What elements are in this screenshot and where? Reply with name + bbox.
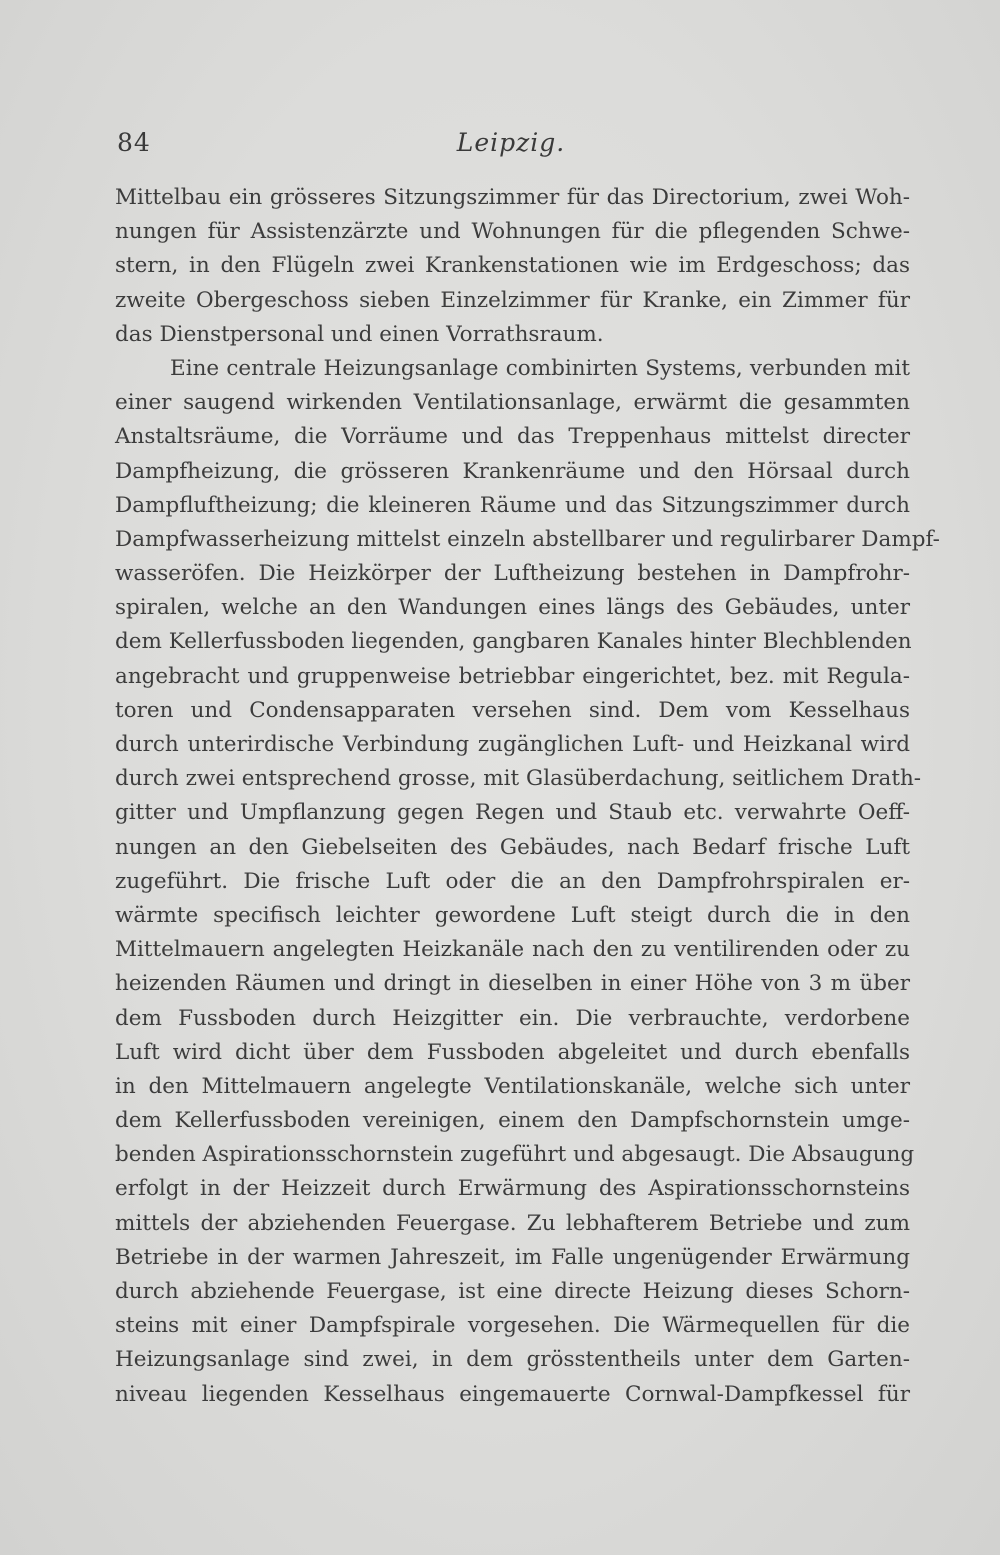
text-line: heizenden Räumen und dringt in dieselben in einer Höhe von 3 m über: [115, 971, 910, 997]
text-line: Anstaltsräume, die Vorräume und das Treppenhaus mittelst directer: [115, 424, 910, 450]
text-line: dem Kellerfussboden vereinigen, einem den Dampfschornstein umge-: [115, 1108, 910, 1134]
text-line: durch abziehende Feuergase, ist eine directe Heizung dieses Schorn-: [115, 1279, 910, 1304]
text-line: nungen an den Giebelseiten des Gebäudes, nach Bedarf frische Luft: [115, 834, 910, 860]
text-line: nungen für Assistenzärzte und Wohnungen für die pflegenden Schwe-: [115, 219, 910, 245]
text-line: dem Kellerfussboden liegenden, gangbaren Kanales hinter Blechblenden: [115, 629, 912, 655]
paragraph-first-line: Eine centrale Heizungsanlage combinirten Systems, verbunden mit: [170, 355, 910, 381]
text-line: durch zwei entsprechend grosse, mit Glasüberdachung, seitlichem Drath-: [115, 766, 922, 792]
text-line: Dampfheizung, die grösseren Krankenräume und den Hörsaal durch: [115, 458, 910, 484]
text-line: in den Mittelmauern angelegte Ventilationskanäle, welche sich unter: [115, 1073, 910, 1099]
running-title: Leipzig.: [456, 128, 566, 157]
text-line: Dampfluftheizung; die kleineren Räume und das Sitzungszimmer durch: [115, 492, 910, 518]
text-line: benden Aspirationsschornstein zugeführt und abgesaugt. Die Absaugung: [115, 1142, 915, 1168]
text-line: zweite Obergeschoss sieben Einzelzimmer für Kranke, ein Zimmer für: [115, 287, 910, 313]
text-line: angebracht und gruppenweise betriebbar eingerichtet, bez. mit Regula-: [115, 663, 910, 689]
text-line: gitter und Umpflanzung gegen Regen und Staub etc. verwahrte Oeff-: [115, 800, 910, 826]
body-text: [115, 181, 940, 1412]
text-line: toren und Condensapparaten versehen sind. Dem vom Kesselhaus: [115, 697, 910, 723]
text-line: Heizungsanlage sind zwei, in dem grösstentheils unter dem Garten-: [115, 1347, 910, 1373]
text-line: Betriebe in der warmen Jahreszeit, im Falle ungenügender Erwärmung: [115, 1244, 910, 1270]
text-line: zugeführt. Die frische Luft oder die an den Dampfrohrspiralen er-: [115, 868, 910, 894]
text-line: mittels der abziehenden Feuergase. Zu lebhafterem Betriebe und zum: [115, 1210, 910, 1236]
text-line: niveau liegenden Kesselhaus eingemauerte Cornwal-Dampfkessel für: [115, 1381, 910, 1407]
text-line: Luft wird dicht über dem Fussboden abgeleitet und durch ebenfalls: [115, 1039, 910, 1065]
text-line: einer saugend wirkenden Ventilationsanlage, erwärmt die gesammten: [115, 390, 910, 416]
page-number: 84: [117, 128, 151, 157]
text-line: Mittelbau ein grösseres Sitzungszimmer für das Directorium, zwei Woh-: [115, 185, 910, 210]
text-line: erfolgt in der Heizzeit durch Erwärmung des Aspirationsschornsteins: [115, 1176, 910, 1202]
text-line: wasseröfen. Die Heizkörper der Luftheizung bestehen in Dampfrohr-: [115, 561, 910, 587]
text-line: stern, in den Flügeln zwei Krankenstationen wie im Erdgeschoss; das: [115, 253, 910, 279]
text-line: dem Fussboden durch Heizgitter ein. Die verbrauchte, verdorbene: [115, 1005, 910, 1031]
text-line: wärmte specifisch leichter gewordene Luft steigt durch die in den: [115, 902, 910, 928]
text-line: Dampfwasserheizung mittelst einzeln abstellbarer und regulirbarer Dampf-: [115, 526, 940, 552]
text-line: durch unterirdische Verbindung zugänglichen Luft- und Heizkanal wird: [115, 732, 910, 757]
text-line: steins mit einer Dampfspirale vorgesehen. Die Wärmequellen für die: [115, 1313, 910, 1339]
text-line: spiralen, welche an den Wandungen eines längs des Gebäudes, unter: [115, 595, 910, 621]
text-line: Mittelmauern angelegten Heizkanäle nach den zu ventilirenden oder zu: [115, 937, 910, 963]
text-line: das Dienstpersonal und einen Vorrathsraum.: [115, 321, 604, 347]
